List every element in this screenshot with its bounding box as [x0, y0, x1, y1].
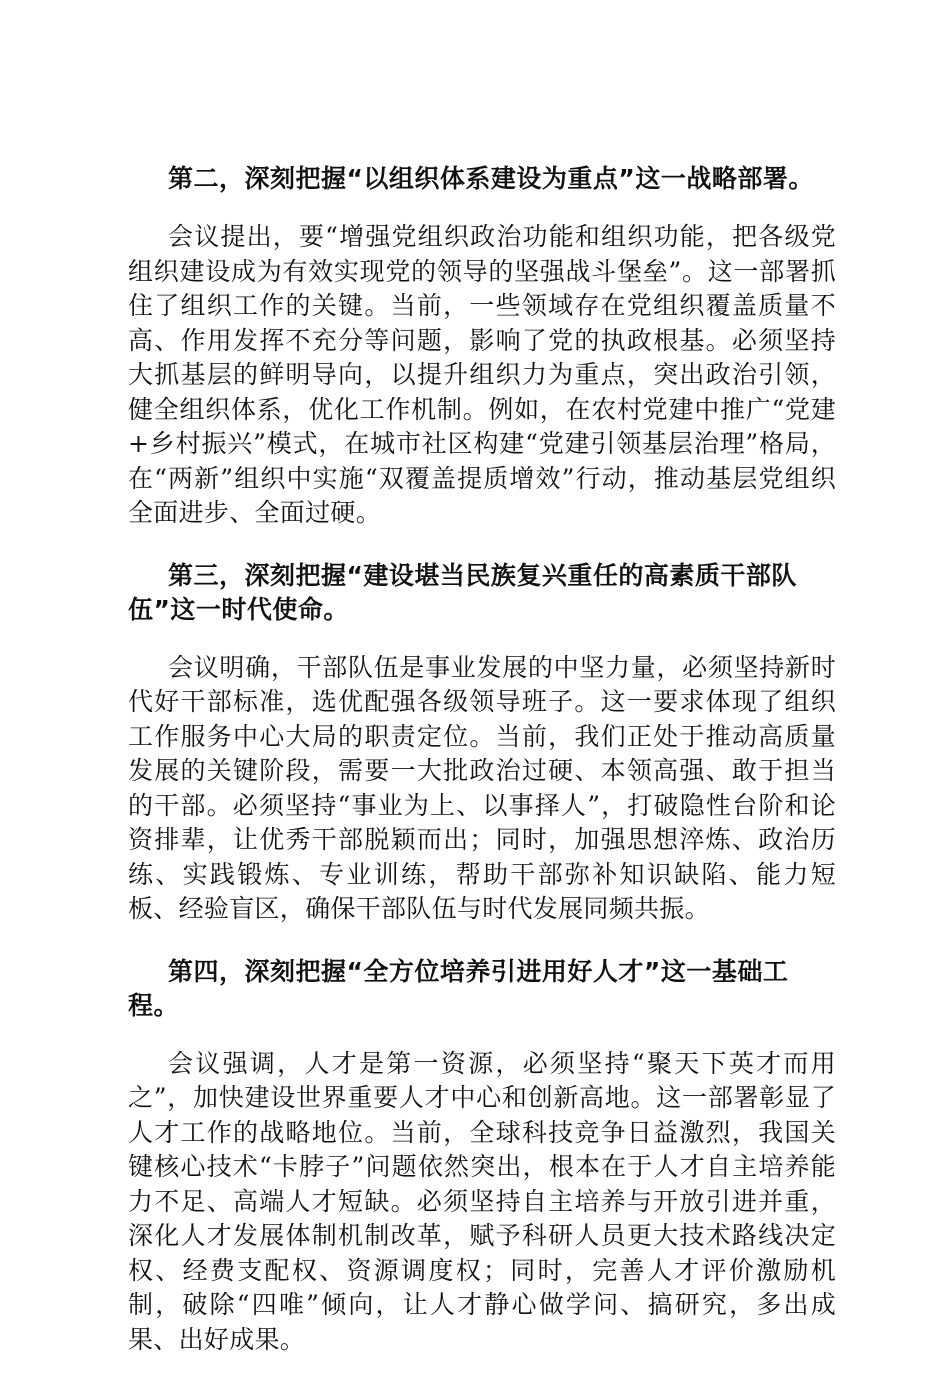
document-body	[128, 162, 836, 1385]
section-paragraph-2: 会议提出，要“增强党组织政治功能和组织功能，把各级党组织建设成为有效实现党的领导的坚强战斗堡垒”。这一部署抓住了组织工作的关键。当前，一些领域存在党组织覆盖质量不高、作用发挥不充分等问题，影响了党的执政根基。必须坚持大抓基层的鲜明导向，以提升组织力为重点，突出政治引领，健全组织体系，优化工作机制。例如，在农村党建中推广“党建+乡村振兴”模式，在城市社区构建“党建引领基层治理”格局，在“两新”组织中实施“双覆盖提质增效”行动，推动基层党组织全面进步、全面过硬。	[128, 222, 836, 527]
section-heading-2: 第二，深刻把握“以组织体系建设为重点”这一战略部署。	[168, 164, 814, 193]
section-heading-4: 第四，深刻把握“全方位培养引进用好人才”这一基础工程。	[128, 956, 789, 1020]
section-paragraph-4: 会议强调，人才是第一资源，必须坚持“聚天下英才而用之”，加快建设世界重要人才中心和创新高地。这一部署彰显了人才工作的战略地位。当前，全球科技竞争日益激烈，我国关键核心技术“卡脖子”问题依然突出，根本在于人才自主培养能力不足、高端人才短缺。必须坚持自主培养与开放引进并重，深化人才发展体制机制改革，赋予科研人员更大技术路线决定权、经费支配权、资源调度权；同时，完善人才评价激励机制，破除“四唯”倾向，让人才静心做学问、搞研究，多出成果、出好成果。	[128, 1048, 836, 1354]
section-heading-3: 第三，深刻把握“建设堪当民族复兴重任的高素质干部队伍”这一时代使命。	[128, 560, 797, 624]
section-paragraph-3: 会议明确，干部队伍是事业发展的中坚力量，必须坚持新时代好干部标准，选优配强各级领导班子。这一要求体现了组织工作服务中心大局的职责定位。当前，我们正处于推动高质量发展的关键阶段，需要一大批政治过硬、本领高强、敢于担当的干部。必须坚持“事业为上、以事择人”，打破隐性台阶和论资排辈，让优秀干部脱颖而出；同时，加强思想淬炼、政治历练、实践锻炼、专业训练，帮助干部弥补知识缺陷、能力短板、经验盲区，确保干部队伍与时代发展同频共振。	[128, 652, 836, 923]
